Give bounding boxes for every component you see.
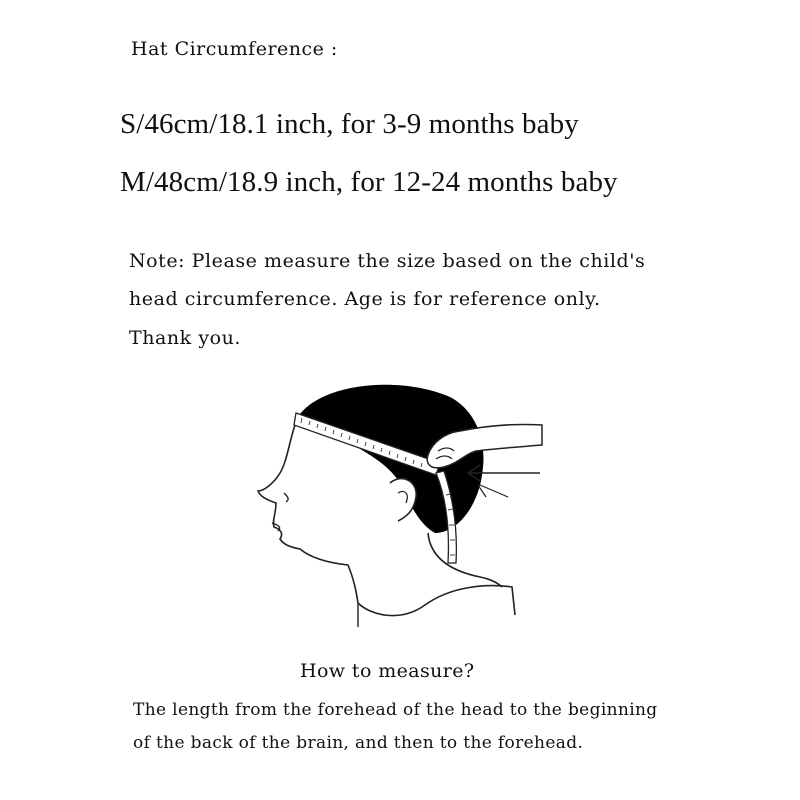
note-line-2: head circumference. Age is for reference only. — [129, 288, 601, 310]
nostril-mark — [284, 493, 288, 502]
pointer-arrow-lower — [478, 485, 508, 497]
how-to-line-2: of the back of the brain, and then to the forehead. — [133, 733, 584, 753]
neck-back-outline — [428, 533, 502, 587]
size-option-m: M/48cm/18.9 inch, for 12-24 months baby — [120, 166, 618, 198]
how-to-heading: How to measure? — [300, 660, 475, 682]
ear-outline — [390, 479, 416, 521]
how-to-line-1: The length from the forehead of the head to the beginning — [133, 700, 658, 720]
collar-outline — [358, 586, 515, 616]
size-option-s: S/46cm/18.1 inch, for 3-9 months baby — [120, 108, 579, 140]
page-title: Hat Circumference : — [131, 38, 338, 60]
head-measurement-illustration-icon — [250, 365, 550, 635]
note-line-1: Note: Please measure the size based on the child's — [129, 250, 646, 272]
note-line-3: Thank you. — [129, 327, 241, 349]
face-profile-outline — [258, 417, 358, 603]
